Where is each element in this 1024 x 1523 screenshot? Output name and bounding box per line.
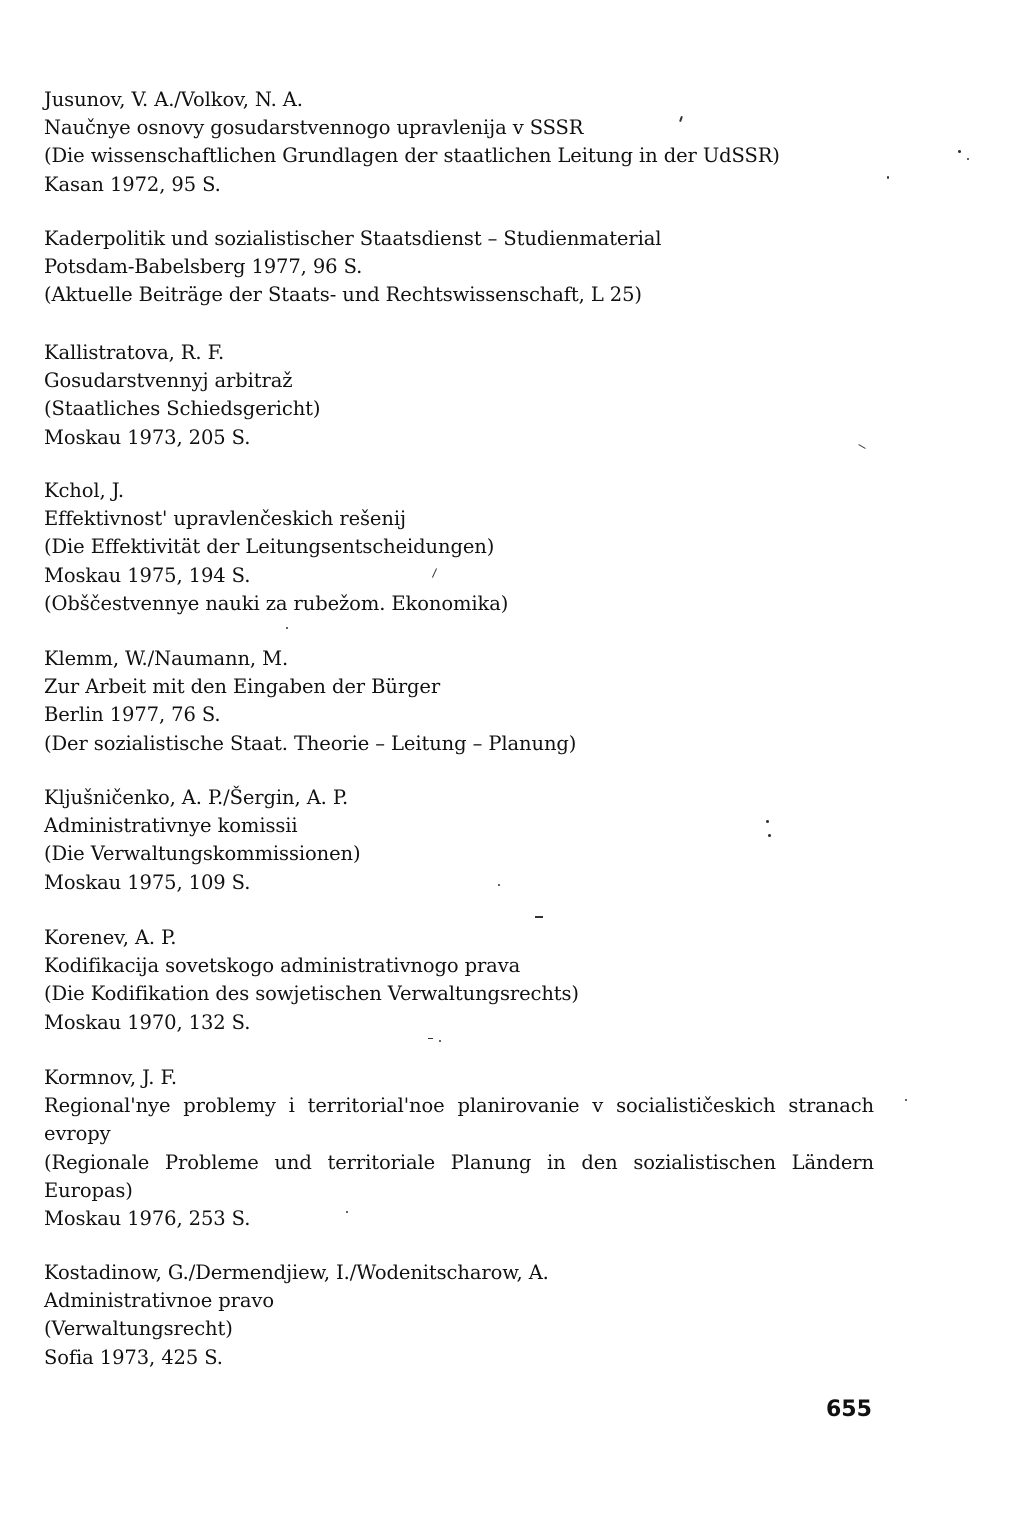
entry-publication: Moskau 1973, 205 S. — [44, 425, 251, 449]
entry-translation: (Staatliches Schiedsgericht) — [44, 397, 321, 421]
scan-speck — [439, 1040, 441, 1042]
scan-speck — [428, 1038, 433, 1039]
bibliography-entry — [44, 645, 874, 758]
entry-publication: Kasan 1972, 95 S. — [44, 172, 221, 196]
entry-series: (Obščestvennye nauki za rubežom. Ekonomika) — [44, 591, 509, 615]
scan-speck — [967, 158, 969, 160]
entry-translation: (Die wissenschaftlichen Grundlagen der staatlichen Leitung in der UdSSR) — [44, 144, 780, 168]
entry-publication: Potsdam-Babelsberg 1977, 96 S. — [44, 255, 363, 279]
entry-author: Kljušničenko, A. P./Šergin, A. P. — [44, 786, 349, 809]
entry-translation: (Die Effektivität der Leitungsentscheidungen) — [44, 535, 495, 559]
bibliography-entry — [44, 1259, 874, 1372]
entry-translation: (Die Kodifikation des sowjetischen Verwaltungsrechts) — [44, 982, 579, 1006]
entry-publication: Moskau 1975, 109 S. — [44, 870, 251, 894]
scan-speck — [958, 150, 961, 153]
entry-translation: (Die Verwaltungskommissionen) — [44, 842, 361, 866]
page-number: 655 — [826, 1397, 872, 1422]
entry-title: Kaderpolitik und sozialistischer Staatsdienst – Studienmaterial — [44, 227, 662, 250]
bibliography-entry — [44, 924, 874, 1037]
scan-speck — [498, 884, 500, 886]
scan-speck — [766, 820, 769, 823]
bibliography-entry — [44, 339, 874, 452]
bibliography-entry — [44, 1064, 874, 1233]
entry-author: Kostadinow, G./Dermendjiew, I./Wodenitscharow, A. — [44, 1261, 549, 1284]
entry-author: Korenev, A. P. — [44, 926, 177, 949]
entry-title: Kodifikacija sovetskogo administrativnogo prava — [44, 954, 521, 978]
scan-speck — [535, 916, 543, 918]
entry-author: Jusunov, V. A./Volkov, N. A. — [44, 88, 303, 111]
entry-title: Administrativnoe pravo — [44, 1289, 274, 1313]
entry-author: Kormnov, J. F. — [44, 1066, 177, 1089]
entry-publication: Moskau 1976, 253 S. — [44, 1207, 251, 1231]
entry-title-line: Regional'nye problemy i territorial'noe planirovanie v socialističeskich stranach — [44, 1094, 874, 1118]
entry-title: Zur Arbeit mit den Eingaben der Bürger — [44, 675, 441, 699]
entry-series: (Aktuelle Beiträge der Staats- und Rechtswissenschaft, L 25) — [44, 283, 642, 307]
entry-translation: (Verwaltungsrecht) — [44, 1317, 233, 1341]
bibliography-entry — [44, 225, 874, 310]
entry-series: (Der sozialistische Staat. Theorie – Leitung – Planung) — [44, 731, 577, 755]
entry-publication: Moskau 1975, 194 S. — [44, 563, 251, 587]
entry-title: Gosudarstvennyj arbitraž — [44, 369, 293, 393]
entry-title: Effektivnost' upravlenčeskich rešenij — [44, 507, 406, 531]
entry-translation-line: Europas) — [44, 1178, 133, 1202]
entry-author: Klemm, W./Naumann, M. — [44, 647, 289, 670]
bibliography-entry — [44, 477, 874, 618]
bibliography-entry — [44, 784, 874, 897]
entry-title-line: evropy — [44, 1122, 111, 1146]
scan-speck — [887, 176, 889, 179]
scan-speck — [286, 627, 288, 629]
entry-title: Administrativnye komissii — [44, 814, 298, 838]
entry-title: Naučnye osnovy gosudarstvennogo upravlenija v SSSR — [44, 116, 584, 140]
entry-publication: Sofia 1973, 425 S. — [44, 1345, 223, 1369]
scan-speck — [346, 1211, 348, 1213]
entry-publication: Moskau 1970, 132 S. — [44, 1010, 251, 1034]
bibliography-entry — [44, 86, 874, 199]
entry-publication: Berlin 1977, 76 S. — [44, 703, 221, 727]
entry-translation-line: (Regionale Probleme und territoriale Planung in den sozialistischen Ländern — [44, 1150, 874, 1174]
entry-author: Kchol, J. — [44, 479, 125, 502]
entry-author: Kallistratova, R. F. — [44, 341, 225, 364]
scan-speck — [905, 1099, 907, 1101]
scan-speck — [768, 834, 771, 837]
